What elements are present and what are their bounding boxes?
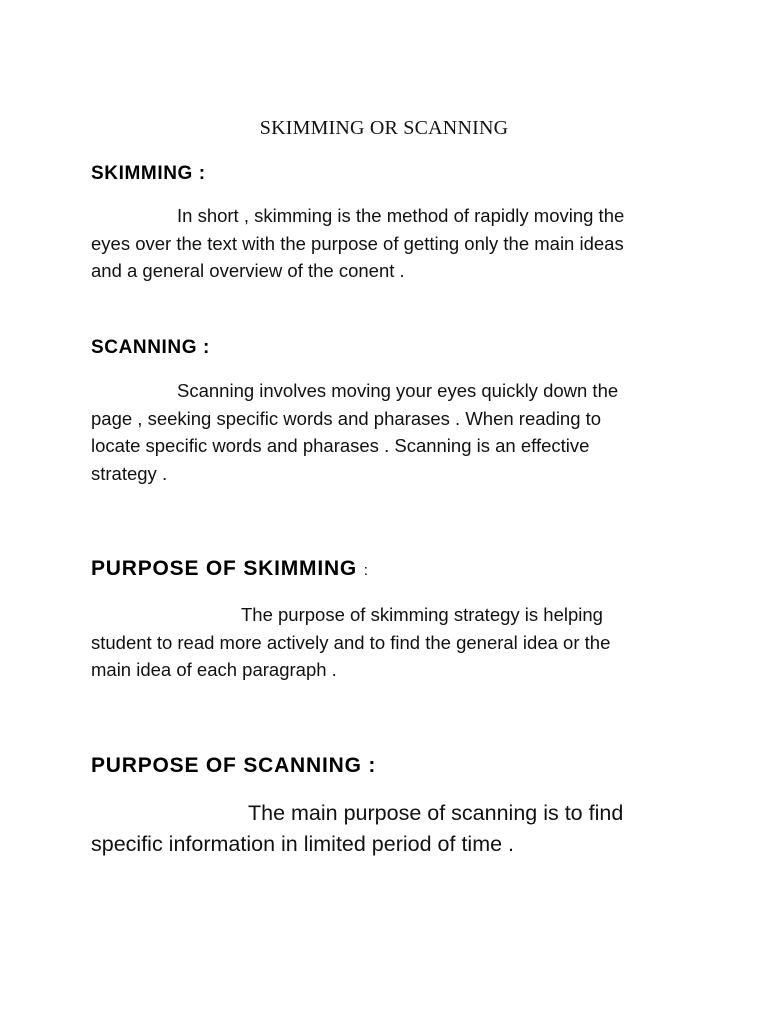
section-heading-purpose-of-skimming (91, 556, 368, 584)
section-body-purpose-of-scanning (91, 798, 691, 860)
paragraph-line: The main purpose of scanning is to find (248, 801, 624, 825)
paragraph-line: main idea of each paragraph . (91, 659, 337, 680)
paragraph-line: specific information in limited period of time . (91, 832, 515, 856)
section-body-skimming (91, 202, 691, 285)
document-title: SKIMMING OR SCANNING (259, 117, 509, 139)
section-heading-scanning: SCANNING : (91, 337, 210, 358)
section-heading-skimming: SKIMMING : (91, 163, 206, 184)
paragraph-line: strategy . (91, 462, 168, 484)
section-body-purpose-of-skimming (91, 601, 691, 684)
paragraph-line: The purpose of skimming strategy is helping (241, 604, 603, 625)
paragraph-line: and a general overview of the conent . (91, 260, 405, 281)
paragraph-line: Scanning involves moving your eyes quickly down the (177, 380, 619, 401)
paragraph-line: eyes over the text with the purpose of getting only the main ideas (91, 232, 624, 254)
heading-text: PURPOSE OF SKIMMING (91, 557, 358, 580)
paragraph-line: In short , skimming is the method of rapidly moving the (177, 205, 625, 226)
heading-colon: : (363, 562, 368, 579)
section-body-scanning (91, 377, 691, 487)
paragraph-line: locate specific words and pharases . Scanning is an effective (91, 435, 590, 456)
section-heading-purpose-of-scanning: PURPOSE OF SCANNING : (91, 754, 377, 777)
paragraph-line: page , seeking specific words and pharases . When reading to (91, 407, 602, 429)
paragraph-line: student to read more actively and to find the general idea or the (91, 631, 611, 653)
